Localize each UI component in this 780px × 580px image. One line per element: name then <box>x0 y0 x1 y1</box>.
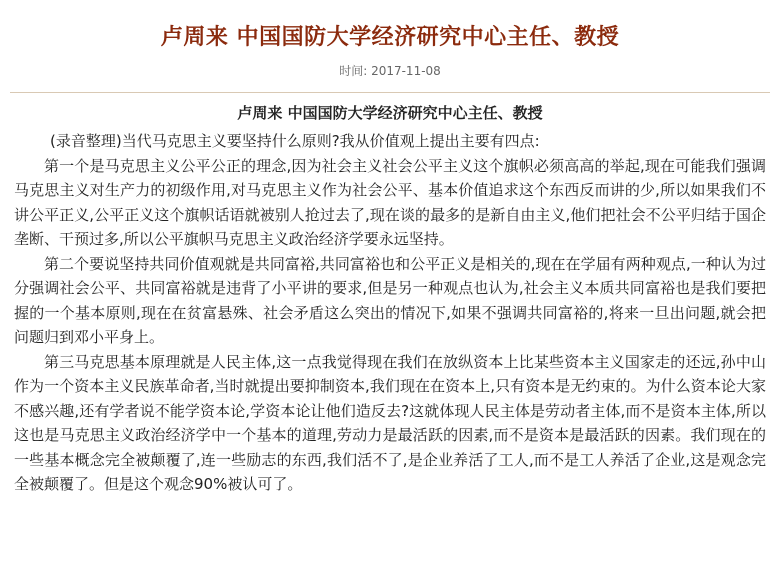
article-subtitle: 卢周来 中国国防大学经济研究中心主任、教授 <box>237 104 543 122</box>
publish-date: 2017-11-08 <box>371 64 441 78</box>
article-header <box>0 0 780 80</box>
header-divider <box>10 92 770 93</box>
date-label: 时间: <box>339 64 368 78</box>
paragraph-2: 第二个要说坚持共同价值观就是共同富裕,共同富裕也和公平正义是相关的,现在在学届有两种观点,一种认为过分强调社会公平、共同富裕就是违背了小平讲的要求,但是另一种观点也认为,社会主义本质共同富裕也是我们要把握的一个基本原则,现在在贫富悬殊、社会矛盾这么突出的情况下,如果不强调共同富裕的,将来一旦出问题,就会把问题归到邓小平身上。 <box>14 254 766 346</box>
paragraph-3: 第三马克思基本原理就是人民主体,这一点我觉得现在我们在放纵资本上比某些资本主义国家走的还远,孙中山作为一个资本主义民族革命者,当时就提出要抑制资本,我们现在在资本上,只有资本是无约束的。为什么资本论大家不感兴趣,还有学者说不能学资本论,学资本论让他们造反去?这就体现人民主体是劳动者主体,而不是资本主体,所以这也是马克思主义政治经济学中一个基本的道理,劳动力是最活跃的因素,而不是资本是最活跃的因素。我们现在的一些基本概念完全被颠覆了,连一些励志的东西,我们活不了,是企业养活了工人,而不是工人养活了企业,这是观念完全被颠覆了。但是这个观念90%被认可了。 <box>14 352 766 493</box>
article-title: 卢周来 中国国防大学经济研究中心主任、教授 <box>160 25 620 50</box>
paragraph-1: 第一个是马克思主义公平公正的理念,因为社会主义社会公平主义这个旗帜必须高高的举起,现在可能我们强调马克思主义对生产力的初级作用,对马克思主义作为社会公平、基本价值追求这个东西反而讲的少,所以如果我们不讲公平正义,公平正义这个旗帜话语就被别人抢过去了,现在谈的最多的是新自由主义,他们把社会不公平归结于国企垄断、干预过多,所以公平旗帜马克思主义政治经济学要永远坚持。 <box>14 156 766 248</box>
article-body <box>0 101 780 497</box>
article-meta <box>0 62 780 80</box>
paragraph-intro: (录音整理)当代马克思主义要坚持什么原则?我从价值观上提出主要有四点: <box>50 132 540 150</box>
